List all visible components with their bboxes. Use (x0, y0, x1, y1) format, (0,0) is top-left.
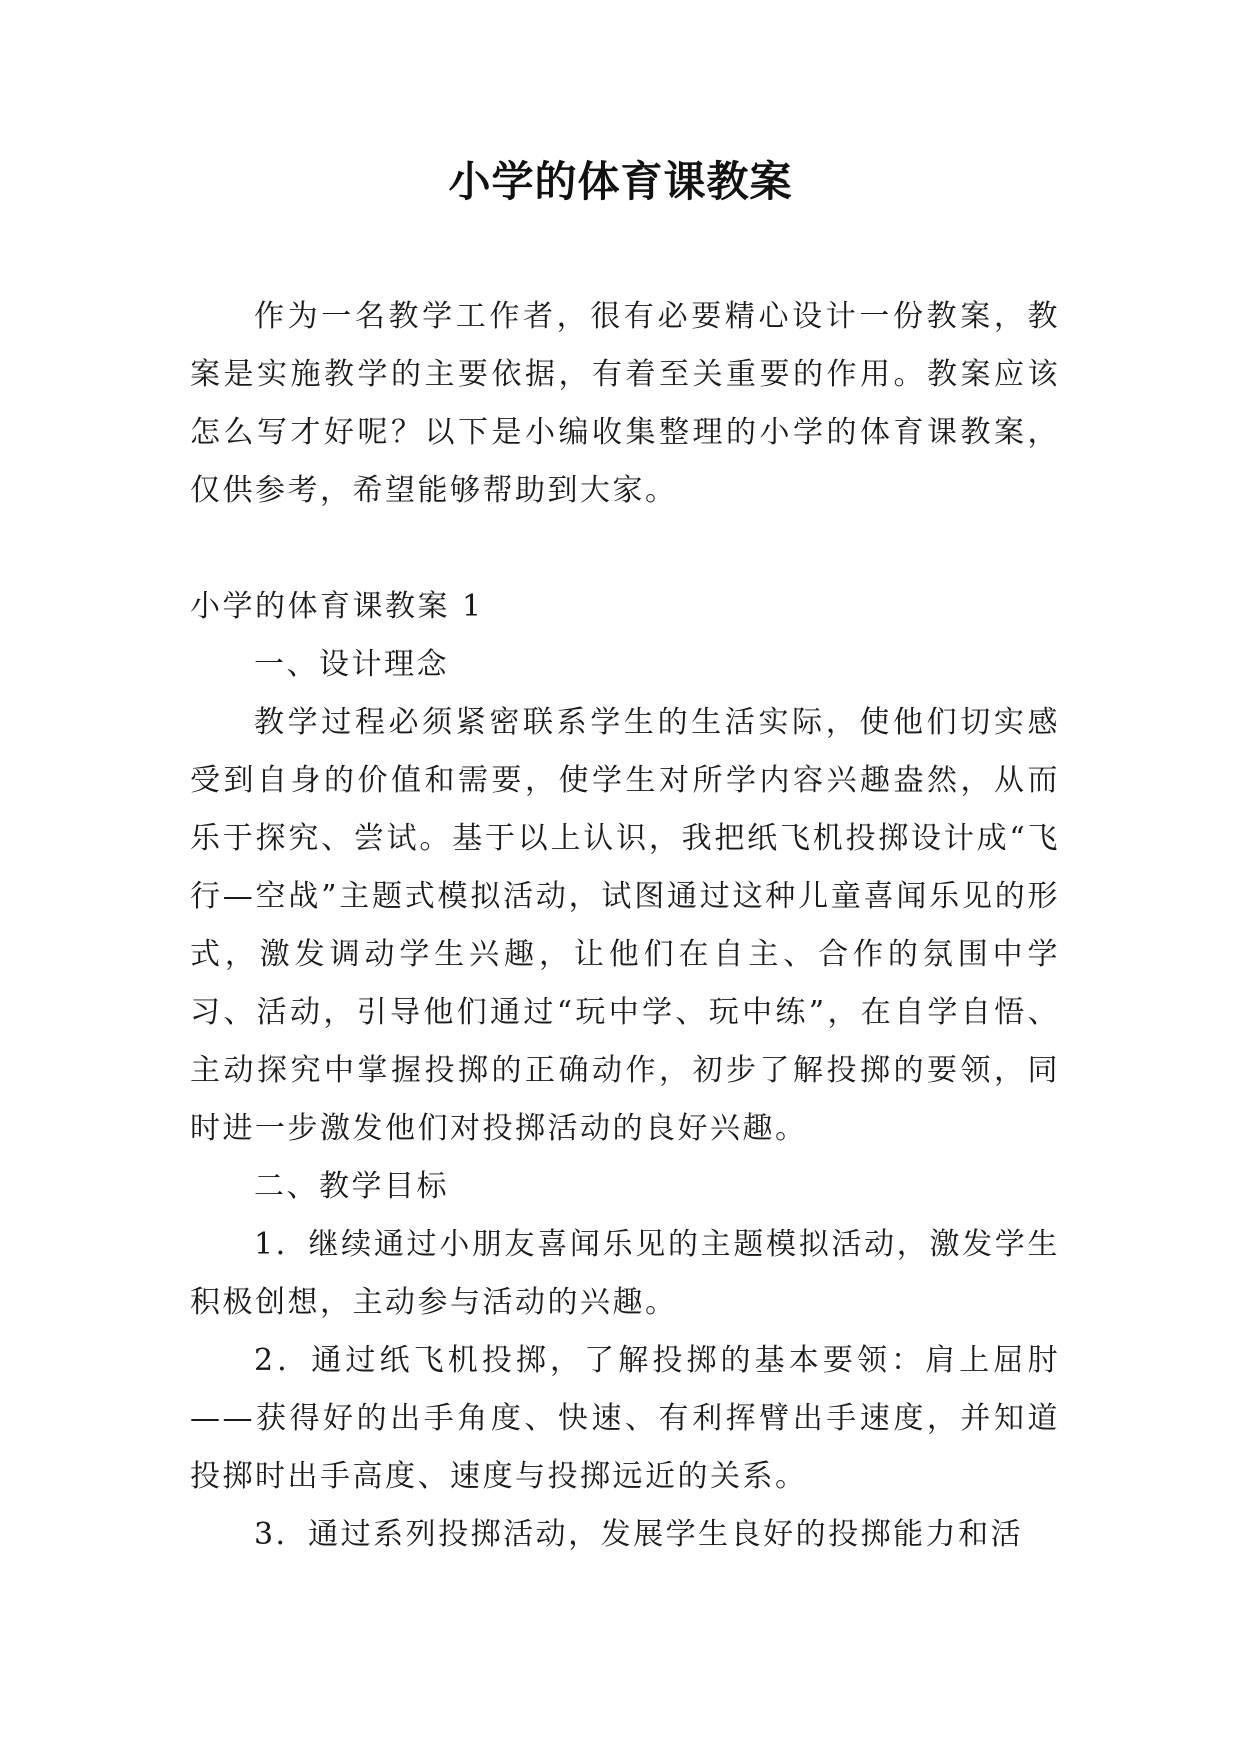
intro-paragraph: 作为一名教学工作者，很有必要精心设计一份教案，教案是实施教学的主要依据，有着至关重要的作用。教案应该怎么写才好呢？以下是小编收集整理的小学的体育课教案，仅供参考，希望能够帮助到大家。 (190, 299, 1060, 508)
design-concept-paragraph: 教学过程必须紧密联系学生的生活实际，使他们切实感受到自身的价值和需要，使学生对所学内容兴趣盎然，从而乐于探究、尝试。基于以上认识，我把纸飞机投掷设计成“飞行—空战”主题式模拟活动，试图通过这种儿童喜闻乐见的形式，激发调动学生兴趣，让他们在自主、合作的氛围中学习、活动，引导他们通过“玩中学、玩中练”，在自学自悟、主动探究中掌握投掷的正确动作，初步了解投掷的要领，同时进一步激发他们对投掷活动的良好兴趣。 (190, 705, 1060, 1146)
goal-item-1: 1．继续通过小朋友喜闻乐见的主题模拟活动，激发学生积极创想，主动参与活动的兴趣。 (190, 1227, 1060, 1320)
document-body (190, 288, 1060, 1564)
document-title: 小学的体育课教案 (448, 157, 793, 206)
section-title: 小学的体育课教案 1 (190, 589, 484, 624)
heading-teaching-goals: 二、教学目标 (254, 1169, 449, 1204)
goal-item-2: 2．通过纸飞机投掷，了解投掷的基本要领：肩上屈肘——获得好的出手角度、快速、有利挥臂出手速度，并知道投掷时出手高度、速度与投掷远近的关系。 (190, 1343, 1060, 1494)
heading-design-concept: 一、设计理念 (254, 647, 449, 682)
goal-item-3: 3．通过系列投掷活动，发展学生良好的投掷能力和活 (254, 1517, 1024, 1552)
